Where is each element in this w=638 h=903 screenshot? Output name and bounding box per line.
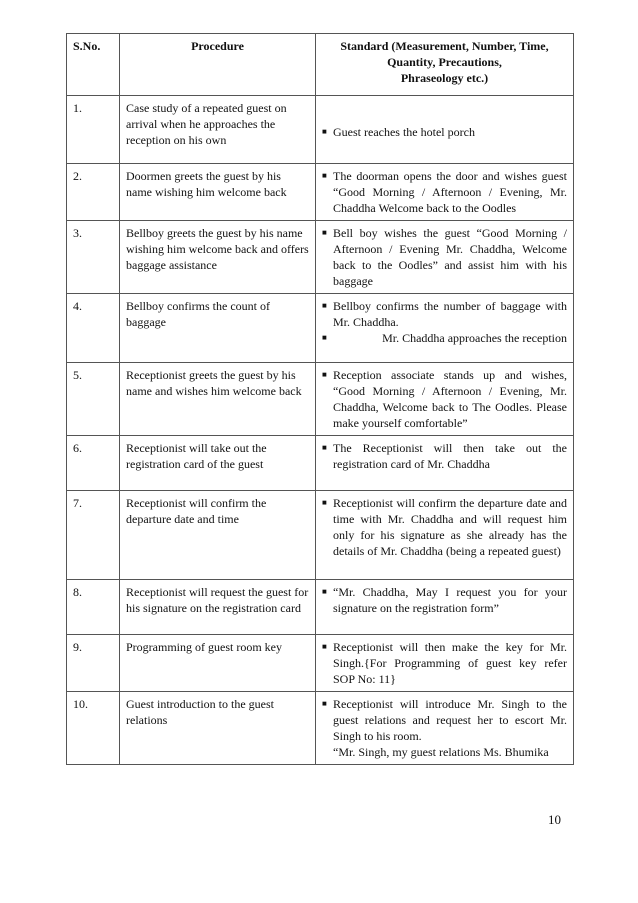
table-row: [67, 491, 574, 580]
square-bullet-icon: ■: [322, 443, 327, 452]
bullet-item: [322, 495, 567, 559]
standard-extra-text: “Mr. Singh, my guest relations Ms. Bhumika: [333, 745, 549, 759]
table-header-row: [67, 34, 574, 96]
bullet-item: [322, 168, 567, 216]
row-number: 7.: [67, 491, 120, 580]
row-number: 9.: [67, 635, 120, 692]
procedure-cell: Case study of a repeated guest on arrival when he approaches the reception on his own: [120, 96, 316, 164]
row-number: 4.: [67, 294, 120, 363]
bullet-text: Bellboy confirms the number of baggage with Mr. Chaddha.: [333, 299, 567, 329]
bullet-text: Receptionist will introduce Mr. Singh to the guest relations and request her to escort Mr. Singh to his room.: [333, 697, 567, 743]
header-procedure: Procedure: [120, 34, 316, 96]
row-number: 1.: [67, 96, 120, 164]
standard-cell: [316, 96, 574, 164]
procedure-cell: Bellboy greets the guest by his name wishing him welcome back and offers baggage assistance: [120, 221, 316, 294]
procedure-cell: Receptionist greets the guest by his name and wishes him welcome back: [120, 363, 316, 436]
square-bullet-icon: ■: [322, 228, 327, 237]
table-row: [67, 294, 574, 363]
standard-cell: [316, 436, 574, 491]
header-standard: [316, 34, 574, 96]
square-bullet-icon: ■: [322, 699, 327, 708]
procedure-cell: Receptionist will take out the registration card of the guest: [120, 436, 316, 491]
row-number: 6.: [67, 436, 120, 491]
bullet-item: [322, 124, 567, 140]
procedure-cell: Guest introduction to the guest relations: [120, 692, 316, 765]
header-standard-line: Phraseology etc.): [400, 71, 489, 85]
square-bullet-icon: ■: [322, 642, 327, 651]
square-bullet-icon: ■: [322, 171, 327, 180]
header-standard-line: Standard (Measurement, Number, Time,: [340, 39, 549, 53]
row-number: 3.: [67, 221, 120, 294]
procedure-cell: Doormen greets the guest by his name wishing him welcome back: [120, 164, 316, 221]
table-row: [67, 635, 574, 692]
standard-cell: [316, 491, 574, 580]
table-row: [67, 436, 574, 491]
procedure-cell: Receptionist will request the guest for his signature on the registration card: [120, 580, 316, 635]
standard-cell: [316, 164, 574, 221]
standard-cell: [316, 692, 574, 765]
table-row: [67, 580, 574, 635]
page-number: 10: [548, 812, 561, 827]
bullet-text: The Receptionist will then take out the registration card of Mr. Chaddha: [333, 441, 567, 471]
row-number: 2.: [67, 164, 120, 221]
square-bullet-icon: ■: [322, 587, 327, 596]
bullet-item: [322, 367, 567, 431]
procedure-cell: Receptionist will confirm the departure date and time: [120, 491, 316, 580]
standard-cell: [316, 294, 574, 363]
square-bullet-icon: ■: [322, 127, 327, 136]
header-sno: S.No.: [67, 34, 120, 96]
table-row: [67, 221, 574, 294]
bullet-text: Bell boy wishes the guest “Good Morning / Afternoon / Evening Mr. Chaddha, Welcome back to the Oodles” and assist him with his baggage: [333, 226, 567, 288]
standard-cell: [316, 635, 574, 692]
bullet-text: Receptionist will confirm the departure date and time with Mr. Chaddha and will request him only for his signature as she already has the details of Mr. Chaddha (being a repeated guest): [333, 496, 567, 558]
bullet-item: [322, 639, 567, 687]
bullet-text: The doorman opens the door and wishes guest “Good Morning / Afternoon / Evening, Mr. Chaddha Welcome back to the Oodles: [333, 169, 567, 215]
sop-table: [66, 33, 574, 765]
row-number: 8.: [67, 580, 120, 635]
square-bullet-icon: ■: [322, 498, 327, 507]
square-bullet-icon: ■: [322, 370, 327, 379]
bullet-item: [322, 330, 567, 346]
bullet-text: Receptionist will then make the key for Mr. Singh.{For Programming of guest key refer SOP No: 11}: [333, 640, 567, 686]
bullet-item: [322, 225, 567, 289]
row-number: 10.: [67, 692, 120, 765]
row-number: 5.: [67, 363, 120, 436]
header-standard-line: Quantity, Precautions,: [387, 55, 502, 69]
bullet-item: [322, 584, 567, 616]
bullet-text: “Mr. Chaddha, May I request you for your signature on the registration form”: [333, 585, 567, 615]
table-row: [67, 164, 574, 221]
bullet-item: [322, 440, 567, 472]
bullet-text: Mr. Chaddha approaches the reception: [382, 331, 567, 345]
standard-cell: [316, 580, 574, 635]
bullet-item: [322, 298, 567, 330]
spacer: [322, 100, 567, 124]
standard-cell: [316, 363, 574, 436]
table-row: [67, 96, 574, 164]
procedure-cell: Programming of guest room key: [120, 635, 316, 692]
square-bullet-icon: ■: [322, 301, 327, 310]
bullet-text: Reception associate stands up and wishes, “Good Morning / Afternoon / Evening, Mr. Chaddha, Welcome back to The Oodles. Please make yourself comfortable”: [333, 368, 567, 430]
bullet-text: Guest reaches the hotel porch: [333, 125, 475, 139]
table-row: [67, 692, 574, 765]
standard-cell: [316, 221, 574, 294]
square-bullet-icon: ■: [322, 333, 327, 342]
procedure-cell: Bellboy confirms the count of baggage: [120, 294, 316, 363]
bullet-item: [322, 696, 567, 744]
table-row: [67, 363, 574, 436]
